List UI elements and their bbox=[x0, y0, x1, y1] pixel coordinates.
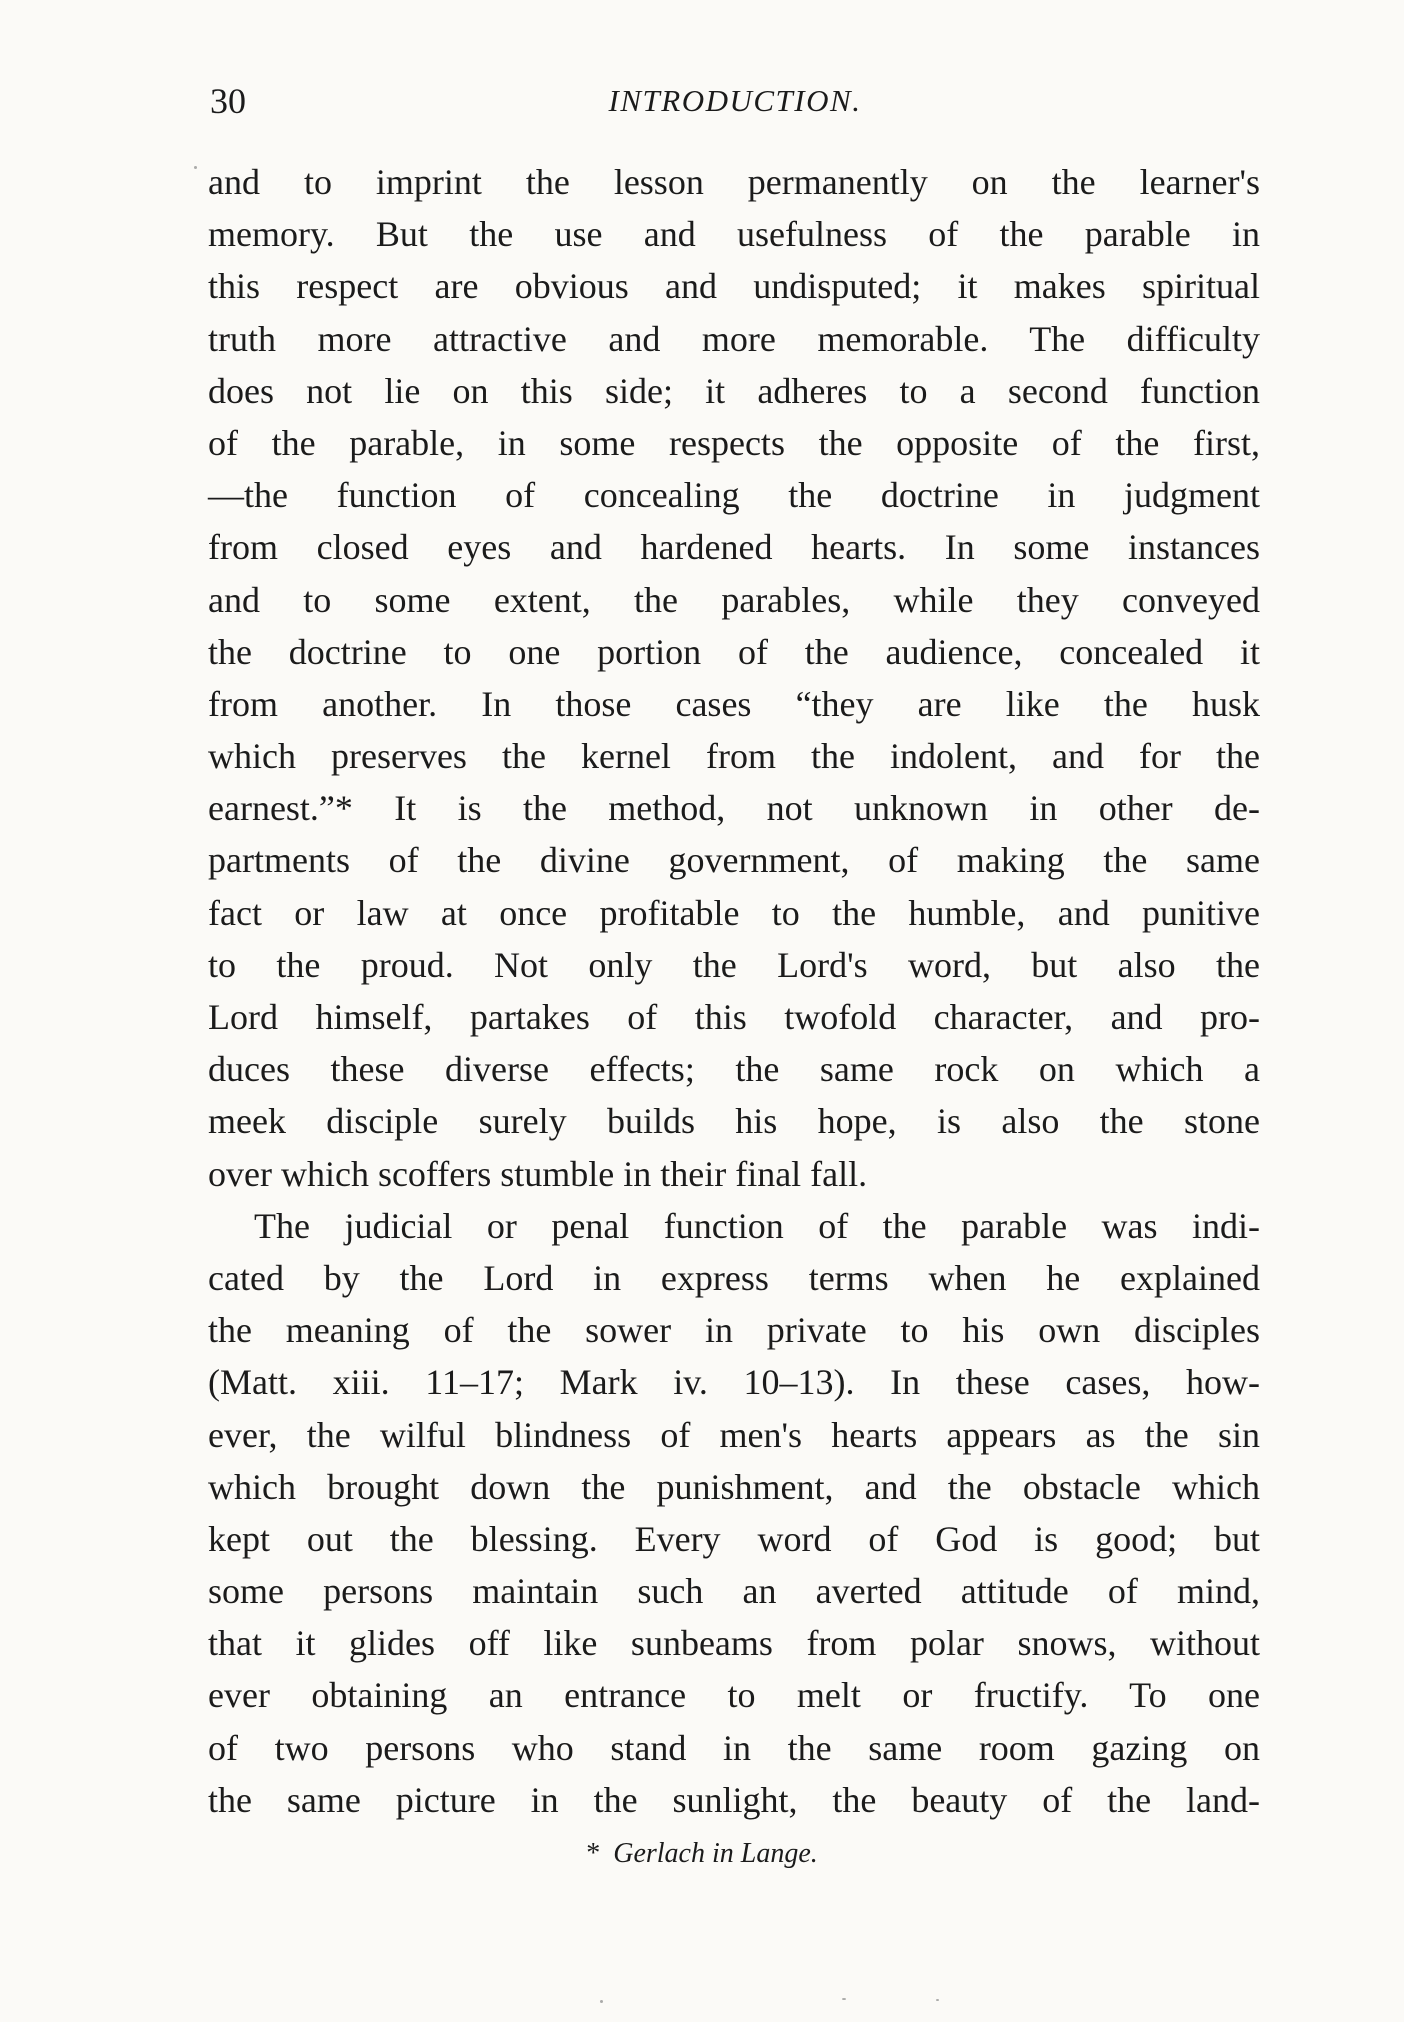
text-line: kept out the blessing. Every word of God is good; but bbox=[208, 1518, 1260, 1559]
text-line: from closed eyes and hardened hearts. In some instances bbox=[208, 527, 1260, 568]
text-line: the meaning of the sower in private to his own disciples bbox=[208, 1310, 1260, 1351]
text-line: earnest.”* It is the method, not unknown in other de- bbox=[208, 788, 1260, 829]
text-line: to the proud. Not only the Lord's word, but also the bbox=[208, 944, 1260, 985]
text-line: cated by the Lord in express terms when he explained bbox=[208, 1257, 1260, 1298]
text-line: that it glides off like sunbeams from polar snows, without bbox=[208, 1623, 1260, 1664]
text-line: the doctrine to one portion of the audience, concealed it bbox=[208, 631, 1260, 672]
text-line: meek disciple surely builds his hope, is also the stone bbox=[208, 1101, 1260, 1142]
text-line: truth more attractive and more memorable. The difficulty bbox=[208, 318, 1260, 359]
text-line: duces these diverse effects; the same rock on which a bbox=[208, 1049, 1260, 1090]
text-line: —the function of concealing the doctrine in judgment bbox=[208, 475, 1260, 516]
footnote-marker: * bbox=[586, 1838, 601, 1869]
text-line: which brought down the punishment, and the obstacle which bbox=[208, 1466, 1260, 1507]
text-line: of the parable, in some respects the opposite of the first, bbox=[208, 422, 1260, 463]
print-speck bbox=[194, 166, 197, 169]
text-line: The judicial or penal function of the parable was indi- bbox=[254, 1205, 1260, 1246]
text-line: does not lie on this side; it adheres to a second function bbox=[208, 370, 1260, 411]
text-line: and to imprint the lesson permanently on the learner's bbox=[208, 162, 1260, 202]
text-line: the same picture in the sunlight, the beauty of the land- bbox=[208, 1779, 1260, 1820]
page-header bbox=[210, 76, 1260, 126]
text-line: some persons maintain such an averted attitude of mind, bbox=[208, 1571, 1260, 1612]
footnote bbox=[0, 1834, 1404, 1874]
text-line: ever obtaining an entrance to melt or fructify. To one bbox=[208, 1675, 1260, 1716]
print-speck bbox=[600, 2000, 603, 2003]
footnote-text: Gerlach in Lange. bbox=[613, 1838, 818, 1869]
text-line: from another. In those cases “they are like the husk bbox=[208, 683, 1260, 724]
text-line: this respect are obvious and undisputed; it makes spiritual bbox=[208, 266, 1260, 307]
print-speck bbox=[842, 1998, 846, 2000]
text-line: and to some extent, the parables, while they conveyed bbox=[208, 579, 1260, 620]
paragraph-1 bbox=[208, 156, 1260, 1200]
page-number: 30 bbox=[210, 81, 246, 121]
running-title: INTRODUCTION. bbox=[608, 83, 862, 118]
text-line: of two persons who stand in the same room gazing on bbox=[208, 1727, 1260, 1768]
text-line: which preserves the kernel from the indolent, and for the bbox=[208, 736, 1260, 777]
paragraph-2 bbox=[208, 1200, 1260, 1826]
text-line: fact or law at once profitable to the humble, and punitive bbox=[208, 892, 1260, 933]
text-line: memory. But the use and usefulness of the parable in bbox=[208, 214, 1260, 255]
body-text bbox=[208, 156, 1260, 1826]
print-speck bbox=[936, 1999, 939, 2001]
text-line: partments of the divine government, of making the same bbox=[208, 840, 1260, 881]
text-line: ever, the wilful blindness of men's hearts appears as the sin bbox=[208, 1414, 1260, 1455]
text-line: Lord himself, partakes of this twofold character, and pro- bbox=[208, 997, 1260, 1037]
text-line: over which scoffers stumble in their final fall. bbox=[208, 1153, 868, 1194]
text-line: (Matt. xiii. 11–17; Mark iv. 10–13). In these cases, how- bbox=[208, 1362, 1260, 1403]
